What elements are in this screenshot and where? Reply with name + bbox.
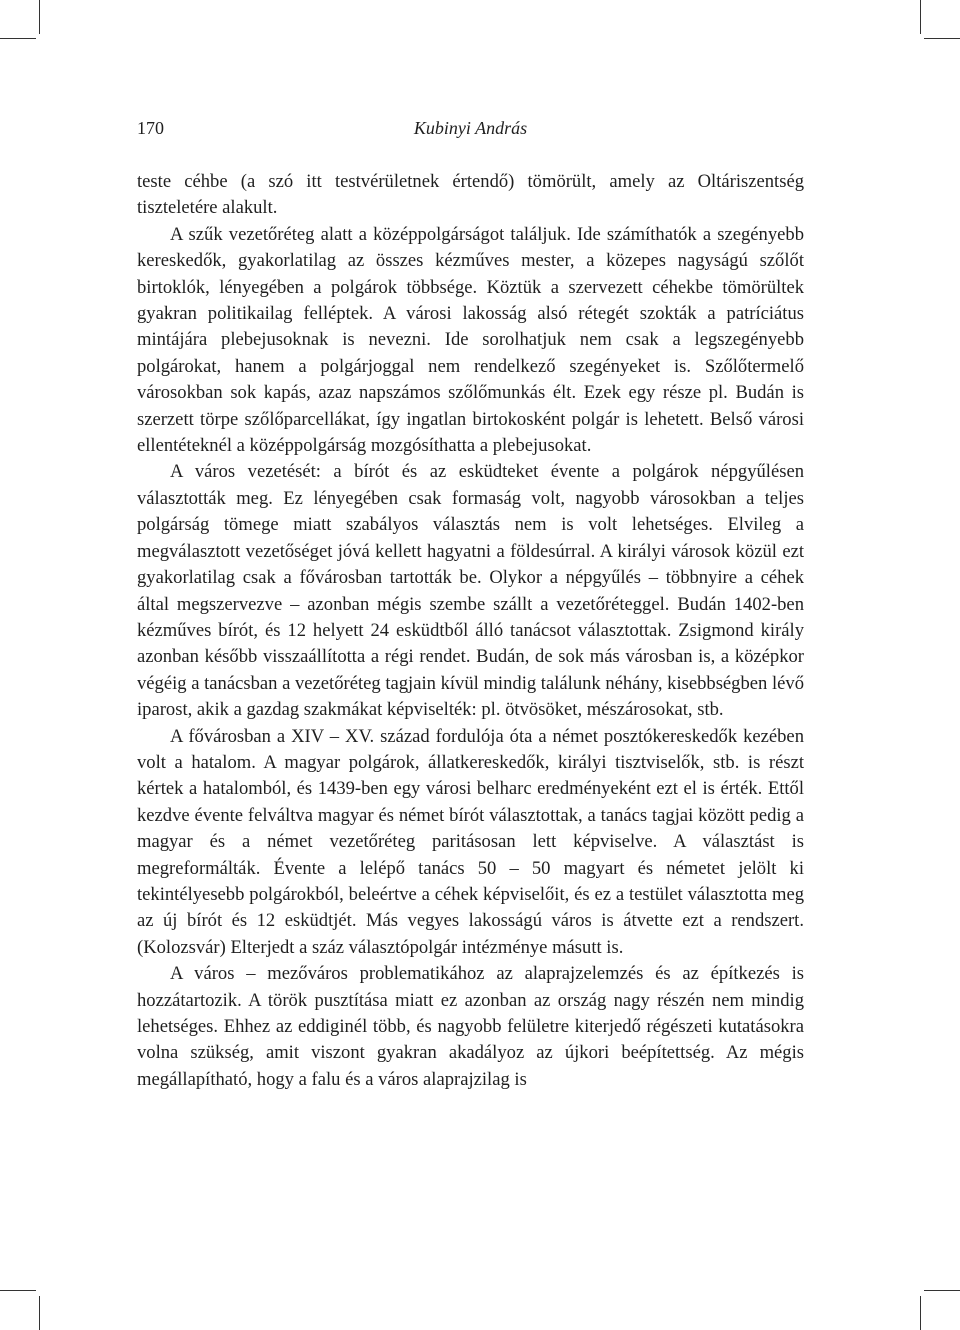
paragraph: A város – mezőváros problematikához az alaprajzelemzés és az építkezés is hozzátartozik. A török pusztítása miatt ez azonban az ország nagy részén nem mindig lehetséges. Ehhez az eddiginél több, és nagyobb felületre kiterjedő régészeti kutatásokra volna szükség, amit viszont gyakran akadályoz az újkori beépítettség. Az mégis megállapítható, hogy a falu és a város alaprajzilag is — [137, 963, 804, 1090]
crop-mark — [0, 38, 36, 39]
page-number: 170 — [137, 118, 164, 138]
page-header — [137, 118, 804, 142]
crop-mark — [920, 0, 921, 34]
running-head: Kubinyi András — [413, 118, 528, 138]
crop-mark — [924, 1290, 960, 1291]
crop-mark — [0, 1290, 36, 1291]
paragraph: A szűk vezetőréteg alatt a középpolgárságot találjuk. Ide számíthatók a szegényebb kereskedők, gyakorlatilag az összes kézműves mester, a közepes nagyságú szőlőt birtoklók, lényegében a polgárok többsége. Köztük a szervezett céhekbe tömörültek gyakran politikailag felléptek. A városi lakosság alsó rétegét szokták a patríciátus mintájára plebejusoknak is nevezni. Ide sorolhatjuk nem csak a legszegényebb polgárokat, hanem a polgárjoggal nem rendelkező szegényeket is. Szőlőtermelő városokban sok kapás, azaz napszámos szőlőmunkás élt. Ezek egy része pl. Budán is szerzett törpe szőlőparcellákat, így ingatlan birtokosként polgár is lehetett. Belső városi ellentéteknél a középpolgárság mozgósíthatta a plebejusokat. — [137, 223, 804, 457]
crop-mark — [39, 0, 40, 34]
body-text — [137, 169, 804, 1093]
crop-mark — [920, 1296, 921, 1330]
paragraph: A fővárosban a XIV – XV. század fordulója óta a német posztókereskedők kezében volt a hatalom. A magyar polgárok, állatkereskedők, királyi tisztviselők, stb. is részt kértek a hatalomból, és 1439-ben egy városi belharc eredményeként ezt el is érték. Ettől kezdve évente felváltva magyar és német bírót választottak, a tanács tagjai között pedig a magyar és a német vezetőréteg paritásosan lett képviselve. A választást is megreformálták. Évente a lelépő tanács 50 – 50 magyart és németet jelölt ki tekintélyesebb polgárokból, beleértve a céhek képviselőit, és ez a testület választotta meg az új bírót és 12 esküdtjét. Más vegyes lakosságú város is átvette ezt a rendszert. (Kolozsvár) Elterjedt a száz választópolgár intézménye másutt is. — [137, 725, 804, 958]
crop-mark — [924, 38, 960, 39]
paragraph: A város vezetését: a bírót és az esküdteket évente a polgárok népgyűlésen választották meg. Ez lényegében csak formaság volt, nagyobb városokban a teljes polgárság tömege miatt szabályos választás nem is volt lehetséges. Elvileg a megválasztott vezetőséget jóvá kellett hagyatni a földesúrral. A királyi városok közül ezt gyakorlatilag csak a fővárosban tartották be. Olykor a népgyűlés – többnyire a céhek által megszervezve – azonban mégis szembe szállt a vezetőréteggel. Budán 1402-ben kézműves bírót, és 12 helyett 24 esküdtből álló tanácsot választottak. Zsigmond király azonban később visszaállította a régi rendet. Budán, de sok más városban is, a középkor végéig a tanácsban a vezetőréteg tagjain kívül mindig találunk néhány, kisebbségben lévő iparost, akik a gazdag szakmákat képviselték: pl. ötvösöket, mészárosokat, stb. — [137, 461, 804, 721]
crop-mark — [39, 1296, 40, 1330]
paragraph: teste céhbe (a szó itt testvérületnek értendő) tömörült, amely az Oltáriszentség tiszteletére alakult. — [137, 171, 804, 219]
